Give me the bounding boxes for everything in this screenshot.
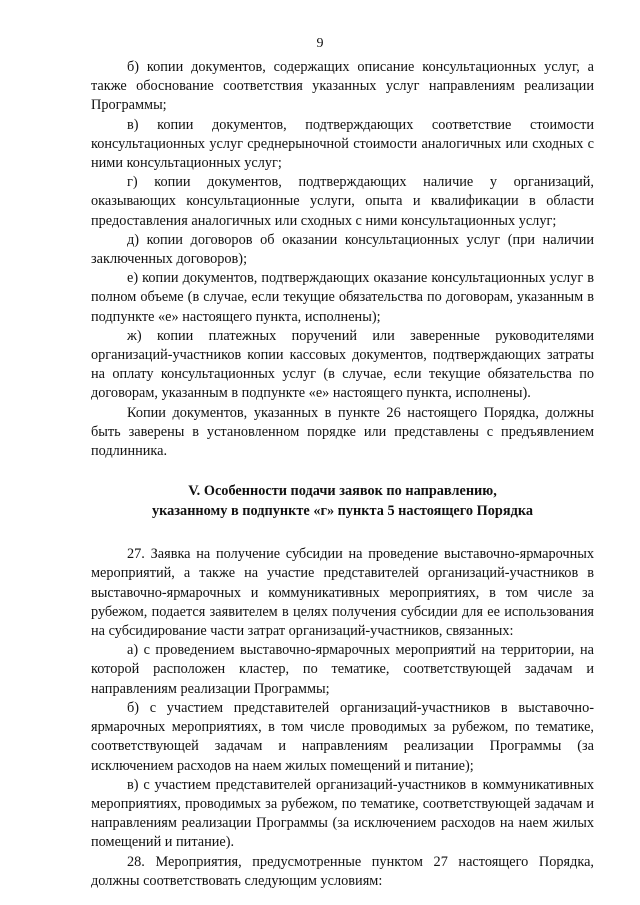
section-heading: [91, 482, 594, 521]
paragraph-item-zh: ж) копии платежных поручений или заверенные руководителями организаций-участников копии кассовых документов, подтверждающих затраты на оплату консультационных услуг (в случае, если текущие обязательства по договорам, указанным в подпункте «е» настоящего пункта, исполнены).: [91, 327, 594, 402]
section-heading-line-2: указанному в подпункте «г» пункта 5 настоящего Порядка: [151, 502, 533, 519]
paragraph-clause-28: 28. Мероприятия, предусмотренные пунктом 27 настоящего Порядка, должны соответствовать следующим условиям:: [91, 853, 594, 889]
paragraph-clause-27-v: в) с участием представителей организаций-участников в коммуникативных мероприятиях, проводимых за рубежом, по тематике, соответствующей задачам и направлениям реализации Программы (за исключением расходов на наем жилых помещений и питание).: [91, 776, 594, 851]
paragraph-clause-27: 27. Заявка на получение субсидии на проведение выставочно-ярмарочных мероприятий, а также на участие представителей организаций-участников в выставочно-ярмарочных и коммуникативных мероприятиях, в том числе за рубежом, подается заявителем в целях получения субсидии для ее использования на субсидирование части затрат организаций-участников, связанных:: [91, 546, 594, 640]
paragraph-clause-27-a: а) с проведением выставочно-ярмарочных мероприятий на территории, на которой расположен кластер, по тематике, соответствующей задачам и направлениям реализации Программы;: [91, 642, 594, 697]
document-body: [91, 58, 594, 891]
paragraph-item-e: е) копии документов, подтверждающих оказание консультационных услуг в полном объеме (в случае, если текущие обязательства по договорам, указанным в подпункте «е» настоящего пункта, исполнены);: [91, 270, 594, 325]
paragraph-clause-27-b: б) с участием представителей организаций-участников в выставочно-ярмарочных мероприятиях, в том числе проводимых за рубежом, по тематике, соответствующей задачам и направлениям реализации Программы (за исключением расходов на наем жилых помещений и питание);: [91, 699, 594, 774]
paragraph-item-b: б) копии документов, содержащих описание консультационных услуг, а также обоснование соответствия указанных услуг направлениям реализации Программы;: [91, 59, 594, 114]
paragraph-item-d: д) копии договоров об оказании консультационных услуг (при наличии заключенных договоров);: [91, 231, 594, 268]
section-heading-line-1: V. Особенности подачи заявок по направлению,: [188, 483, 497, 500]
paragraph-copies-certification: Копии документов, указанных в пункте 26 настоящего Порядка, должны быть заверены в установленном порядке или представлены с предъявлением подлинника.: [91, 404, 594, 460]
paragraph-item-g: г) копии документов, подтверждающих наличие у организаций, оказывающих консультационные услуги, опыта и квалификации в области предоставления аналогичных или сходных с ними консультационных услуг;: [91, 174, 594, 229]
page-number: 9: [316, 36, 324, 51]
paragraph-item-v: в) копии документов, подтверждающих соответствие стоимости консультационных услуг среднерыночной стоимости аналогичных или сходных с ними консультационных услуг;: [91, 116, 594, 172]
